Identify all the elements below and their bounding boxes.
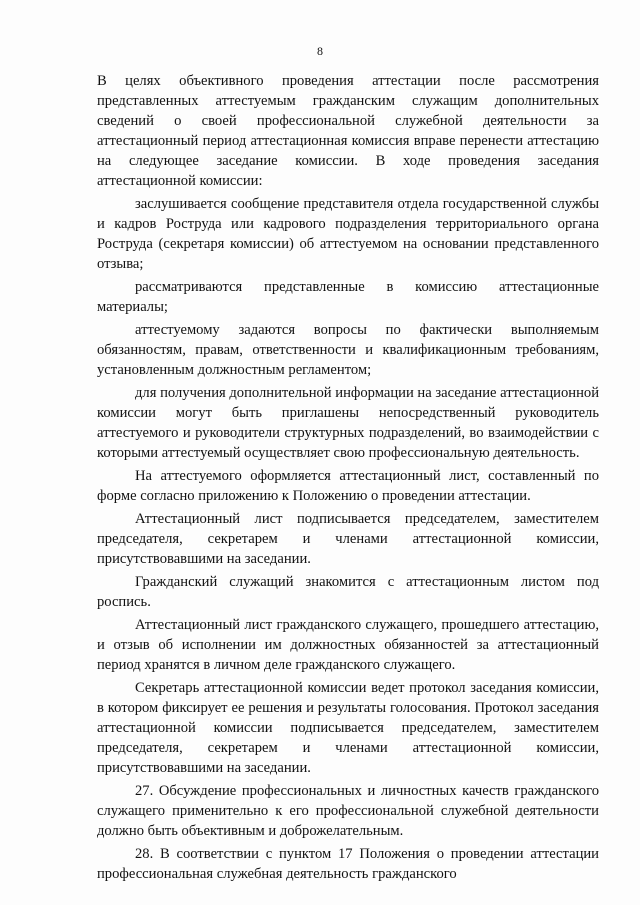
paragraph: заслушивается сообщение представителя отдела государственной службы и кадров Роструда или кадрового подразделения территориального органа Роструда (секретаря комиссии) об аттестуемом на основании представленного отзыва; [97, 196, 599, 272]
paragraph: рассматриваются представленные в комиссию аттестационные материалы; [97, 279, 599, 315]
paragraph: Аттестационный лист подписывается председателем, заместителем председателя, секретарем и членами аттестационной комиссии, присутствовавшими на заседании. [97, 511, 599, 567]
paragraph: На аттестуемого оформляется аттестационный лист, составленный по форме согласно приложению к Положению о проведении аттестации. [97, 468, 599, 504]
paragraph: 27. Обсуждение профессиональных и личностных качеств гражданского служащего применительно к его профессиональной служебной деятельности должно быть объективным и доброжелательным. [97, 783, 599, 839]
page-number: 8 [317, 44, 323, 58]
paragraph: для получения дополнительной информации на заседание аттестационной комиссии могут быть приглашены непосредственный руководитель аттестуемого и руководители структурных подразделений, во взаимодействии с которыми аттестуемый осуществляет свою профессиональную деятельность. [97, 385, 600, 461]
paragraph: Секретарь аттестационной комиссии ведет протокол заседания комиссии, в котором фиксирует ее решения и результаты голосования. Протокол заседания аттестационной комиссии подписывается председателем, заместителем председателя, секретарем и членами аттестационной комиссии, присутствовавшими на заседании. [97, 680, 599, 776]
paragraph: Аттестационный лист гражданского служащего, прошедшего аттестацию, и отзыв об исполнении им должностных обязанностей за аттестационный период хранятся в личном деле гражданского служащего. [97, 617, 599, 673]
document-body [97, 71, 599, 887]
paragraph: аттестуемому задаются вопросы по фактически выполняемым обязанностям, правам, ответственности и квалификационным требованиям, установленным должностным регламентом; [97, 322, 599, 378]
paragraph: Гражданский служащий знакомится с аттестационным листом под роспись. [97, 574, 599, 610]
paragraph: 28. В соответствии с пунктом 17 Положения о проведении аттестации профессиональная служебная деятельность гражданского [97, 846, 599, 882]
paragraph: В целях объективного проведения аттестации после рассмотрения представленных аттестуемым гражданским служащим дополнительных сведений о своей профессиональной служебной деятельности за аттестационный период аттестационная комиссия вправе перенести аттестацию на следующее заседание комиссии. В ходе проведения заседания аттестационной комиссии: [97, 73, 599, 189]
